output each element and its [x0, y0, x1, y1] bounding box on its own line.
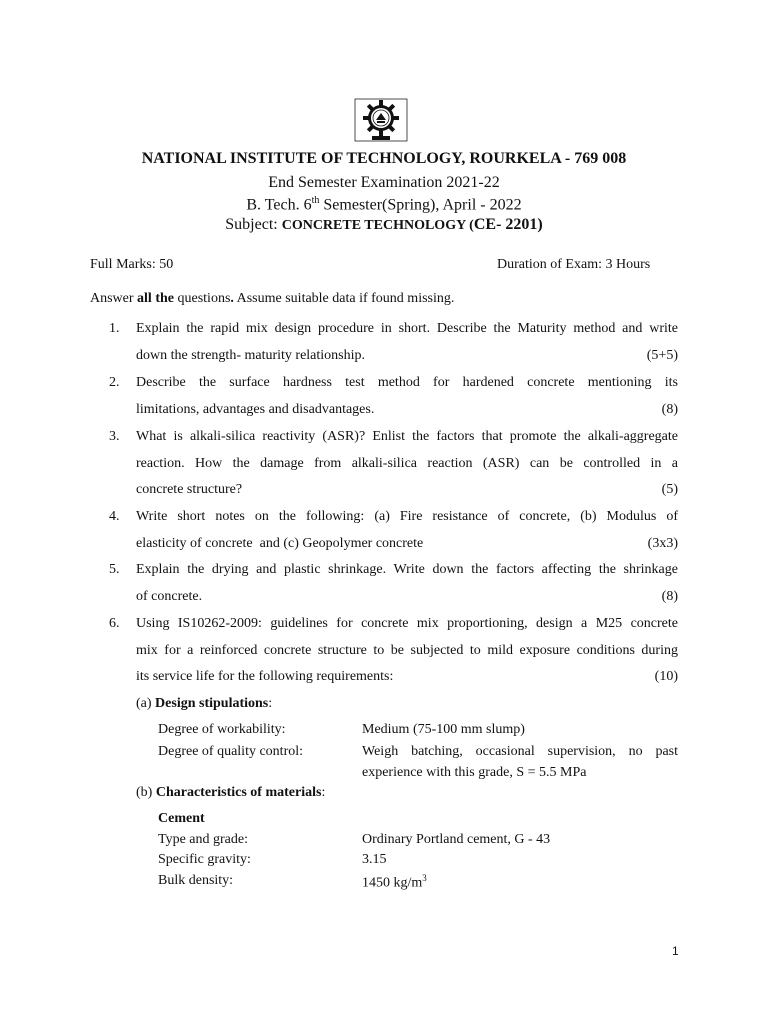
cement-type-label: Type and grade:: [158, 832, 248, 847]
question-3-line-2: reaction. How the damage from alkali-silica reaction (ASR) can be controlled in a: [136, 456, 678, 471]
course-superscript: th: [311, 195, 320, 206]
question-5-number: 5.: [109, 562, 120, 577]
question-6-number: 6.: [109, 616, 120, 631]
specific-gravity-value: 3.15: [362, 852, 387, 867]
instruction-mid: questions: [174, 291, 231, 306]
design-stipulations-heading: [136, 696, 272, 712]
question-6-line-3: its service life for the following requirements:: [136, 669, 394, 684]
question-2-line-2: limitations, advantages and disadvantages.: [136, 402, 375, 417]
question-6-marks: (10): [654, 669, 678, 684]
course-line: [0, 195, 768, 214]
question-3-number: 3.: [109, 429, 120, 444]
subject-name: CONCRETE TECHNOLOGY (: [281, 218, 474, 233]
subject-label: Subject:: [225, 216, 282, 233]
full-marks: Full Marks: 50: [90, 257, 174, 272]
exam-duration: Duration of Exam: 3 Hours: [497, 257, 651, 272]
specific-gravity-label: Specific gravity:: [158, 852, 251, 867]
question-3-line-1: What is alkali-silica reactivity (ASR)? Enlist the factors that promote the alkali-aggregate: [136, 429, 678, 444]
question-3-line-3: concrete structure?: [136, 482, 243, 497]
question-5-line-1: Explain the drying and plastic shrinkage. Write down the factors affecting the shrinkage: [136, 562, 678, 577]
workability-label: Degree of workability:: [158, 722, 286, 737]
question-5-line-2: of concrete.: [136, 589, 203, 604]
question-4-number: 4.: [109, 509, 120, 524]
page-number: 1: [672, 944, 679, 958]
subject-line: [0, 216, 768, 234]
question-2-number: 2.: [109, 375, 120, 390]
materials-heading: [136, 785, 325, 801]
question-6-line-2: mix for a reinforced concrete structure to be subjected to mild exposure conditions during: [136, 643, 678, 658]
exam-title: End Semester Examination 2021-22: [268, 174, 500, 191]
question-4-line-1: Write short notes on the following: (a) Fire resistance of concrete, (b) Modulus of: [136, 509, 678, 524]
institute-name: NATIONAL INSTITUTE OF TECHNOLOGY, ROURKELA - 769 008: [141, 150, 627, 167]
question-2-marks: (8): [661, 402, 678, 417]
part-a-label: (a): [136, 696, 156, 711]
bulk-density-number: 1450 kg/m: [362, 875, 423, 891]
part-b-label: (b): [136, 785, 156, 800]
bulk-density-value: [362, 873, 427, 892]
question-4-marks: (3x3): [647, 536, 678, 551]
nit-rourkela-logo: [352, 98, 410, 144]
cement-heading: Cement: [158, 811, 205, 826]
materials-title: Characteristics of materials: [155, 785, 322, 800]
question-1-marks: (5+5): [646, 348, 678, 363]
instruction-line: [90, 291, 454, 307]
design-stipulations-title: Design stipulations: [155, 696, 269, 711]
bulk-density-unit-sup: 3: [422, 873, 427, 883]
question-1-line-1: Explain the rapid mix design procedure in short. Describe the Maturity method and write: [136, 321, 678, 336]
cement-type-value: Ordinary Portland cement, G - 43: [362, 832, 551, 847]
bulk-density-label: Bulk density:: [158, 873, 234, 888]
course-suffix: Semester(Spring), April - 2022: [319, 196, 522, 214]
question-4-line-2: elasticity of concrete and (c) Geopolymer concrete: [136, 536, 424, 551]
materials-colon: :: [321, 785, 326, 800]
instruction-pre: Answer: [90, 291, 138, 306]
question-2-line-1: Describe the surface hardness test method for hardened concrete mentioning its: [136, 375, 678, 390]
instruction-dot: .: [230, 291, 234, 306]
course-prefix: B. Tech. 6: [246, 196, 312, 214]
question-1-line-2: down the strength- maturity relationship.: [136, 348, 366, 363]
workability-value: Medium (75-100 mm slump): [362, 722, 525, 737]
question-5-marks: (8): [661, 589, 678, 604]
question-1-number: 1.: [109, 321, 120, 336]
question-3-marks: (5): [661, 482, 678, 497]
question-6-line-1: Using IS10262-2009: guidelines for concrete mix proportioning, design a M25 concrete: [136, 616, 678, 631]
quality-control-label: Degree of quality control:: [158, 744, 304, 759]
subject-code: CE- 2201: [473, 216, 538, 233]
subject-close: ): [537, 216, 543, 233]
design-stipulations-colon: :: [268, 696, 273, 711]
quality-control-value-line-2: experience with this grade, S = 5.5 MPa: [362, 765, 587, 780]
instruction-post: Assume suitable data if found missing.: [233, 291, 455, 306]
quality-control-value-line-1: Weigh batching, occasional supervision, no past: [362, 744, 678, 759]
instruction-bold: all the: [137, 291, 174, 306]
